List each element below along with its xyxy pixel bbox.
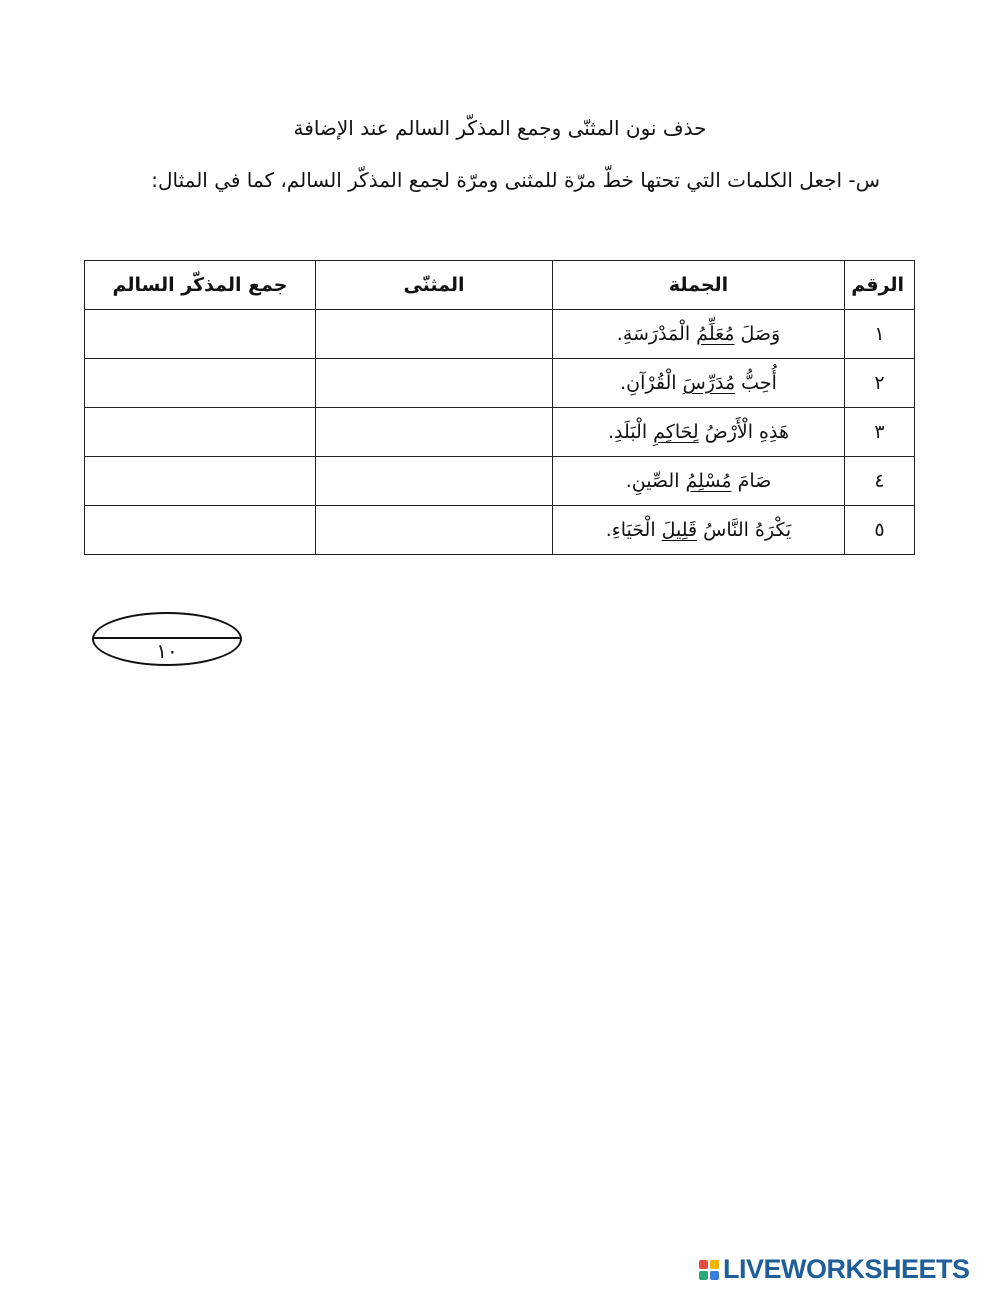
table-row xyxy=(85,457,915,506)
dual-answer-field[interactable] xyxy=(316,457,553,506)
underlined-word: مُعَلِّمُ xyxy=(696,323,735,345)
logo-square xyxy=(710,1260,719,1269)
worksheet-title: حذف نون المثنّى وجمع المذكّر السالم عند الإضافة xyxy=(293,116,707,140)
header-sentence: الجملة xyxy=(553,261,845,310)
underlined-word: قَلِيلَ xyxy=(661,519,698,541)
row-number: ٥ xyxy=(845,506,915,555)
dual-answer-field[interactable] xyxy=(316,408,553,457)
brand-footer xyxy=(699,1254,970,1285)
sentence-end: الْبَلَدِ. xyxy=(608,421,654,443)
underlined-word: مُسْلِمُ xyxy=(685,470,732,492)
exercise-table xyxy=(84,260,915,555)
plural-answer-field[interactable] xyxy=(85,359,316,408)
table-row xyxy=(85,408,915,457)
header-number: الرقم xyxy=(845,261,915,310)
dual-answer-field[interactable] xyxy=(316,359,553,408)
row-number: ٤ xyxy=(845,457,915,506)
row-number: ٢ xyxy=(845,359,915,408)
header-dual: المثنّى xyxy=(316,261,553,310)
sentence-start: هَذِهِ الْأَرْضُ xyxy=(698,421,789,443)
plural-answer-field[interactable] xyxy=(85,310,316,359)
question-prompt: س- اجعل الكلمات التي تحتها خطّ مرّة للمثنى ومرّة لجمع المذكّر السالم، كما في المثال: xyxy=(151,168,880,192)
sentence-start: وَصَلَ xyxy=(734,323,781,345)
plural-answer-field[interactable] xyxy=(85,506,316,555)
row-sentence xyxy=(553,310,845,359)
row-sentence xyxy=(553,408,845,457)
sentence-end: الْحَيَاءِ. xyxy=(605,519,662,541)
row-number: ١ xyxy=(845,310,915,359)
row-sentence xyxy=(553,457,845,506)
score-oval xyxy=(92,612,242,666)
row-sentence xyxy=(553,359,845,408)
plural-answer-field[interactable] xyxy=(85,457,316,506)
table-header-row xyxy=(85,261,915,310)
dual-answer-field[interactable] xyxy=(316,310,553,359)
table-row xyxy=(85,310,915,359)
logo-square xyxy=(699,1260,708,1269)
liveworksheets-logo-icon xyxy=(699,1260,719,1280)
sentence-start: أُحِبُّ xyxy=(735,372,777,394)
dual-answer-field[interactable] xyxy=(316,506,553,555)
sentence-end: الصِّينِ. xyxy=(625,470,686,492)
underlined-word: مُدَرِّسَ xyxy=(682,372,736,394)
header-plural: جمع المذكّر السالم xyxy=(85,261,316,310)
sentence-end: الْقُرْآنِ. xyxy=(620,372,683,394)
underlined-word: لِحَاكِمِ xyxy=(653,421,699,443)
logo-square xyxy=(699,1271,708,1280)
plural-answer-field[interactable] xyxy=(85,408,316,457)
table-row xyxy=(85,506,915,555)
row-number: ٣ xyxy=(845,408,915,457)
sentence-start: صَامَ xyxy=(731,470,772,492)
score-max: ١٠ xyxy=(156,639,178,663)
sentence-start: يَكْرَهُ النَّاسُ xyxy=(697,519,792,541)
logo-square xyxy=(710,1271,719,1280)
row-sentence xyxy=(553,506,845,555)
sentence-end: الْمَدْرَسَةِ. xyxy=(616,323,697,345)
brand-name: LIVEWORKSHEETS xyxy=(723,1254,970,1284)
table-row xyxy=(85,359,915,408)
